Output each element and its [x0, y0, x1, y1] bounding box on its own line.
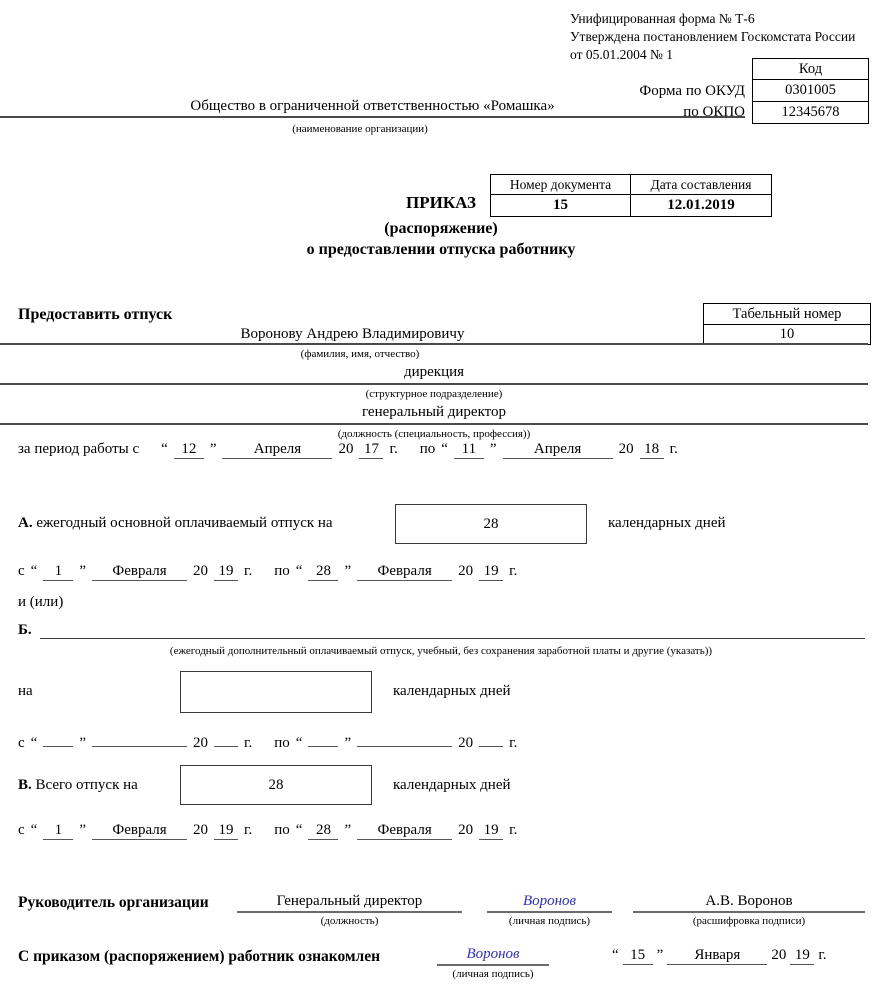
ack-signature-hint: (личная подпись) [452, 968, 534, 980]
employee-name-hint: (фамилия, имя, отчество) [300, 348, 420, 360]
s-label: с [18, 735, 25, 751]
position-hint: (должность (специальность, профессия)) [337, 428, 531, 440]
work-period-from-year: 17 [359, 441, 383, 459]
year-suffix: г. [818, 947, 827, 963]
grant-label: Предоставить отпуск [18, 306, 173, 323]
head-label: Руководитель организации [18, 894, 209, 911]
section-a-text [18, 515, 333, 532]
section-v-from-day: 1 [43, 822, 73, 840]
section-b-days-label: календарных дней [393, 683, 511, 699]
year-suffix: г. [244, 822, 253, 838]
year-prefix: 20 [193, 735, 209, 751]
year-suffix: г. [509, 822, 518, 838]
section-a-to-year: 19 [479, 563, 503, 581]
section-v-days-box [180, 765, 372, 805]
quote-close: ” [79, 735, 87, 751]
section-v-from-year: 19 [214, 822, 238, 840]
ack-date-day: 15 [623, 947, 653, 965]
s-label: с [18, 822, 25, 838]
section-b-days-box [180, 671, 372, 713]
quote-open: “ [30, 563, 38, 579]
head-signature-value: Воронов [487, 893, 612, 913]
quote-close: ” [344, 822, 352, 838]
year-suffix: г. [389, 441, 398, 457]
head-position-field [237, 893, 462, 927]
work-period-to-month: Апреля [503, 441, 613, 459]
head-position-value: Генеральный директор [237, 893, 462, 913]
section-v-to-year: 19 [479, 822, 503, 840]
quote-close: ” [79, 822, 87, 838]
quote-close: ” [344, 563, 352, 579]
work-period-label: за период работы с [18, 441, 140, 457]
ack-signature-value: Воронов [437, 946, 549, 966]
year-prefix: 20 [618, 441, 634, 457]
ack-label: С приказом (распоряжением) работник ознакомлен [18, 948, 381, 965]
section-b-to-day [308, 730, 338, 747]
ack-signature-field [437, 946, 549, 980]
ack-date-month: Января [667, 947, 767, 965]
s-label: с [18, 563, 25, 579]
po-label: по [274, 735, 290, 751]
section-b-from-month [92, 730, 187, 747]
head-name-hint: (расшифровка подписи) [692, 915, 806, 927]
section-v-description: Всего отпуск на [35, 777, 138, 793]
position-line [0, 423, 868, 425]
doc-date-header: Дата составления [631, 175, 772, 195]
year-prefix: 20 [458, 822, 474, 838]
section-b-dates-line [18, 730, 517, 752]
okud-value: 0301005 [753, 80, 869, 102]
section-v-to-day: 28 [308, 822, 338, 840]
section-v-days-value: 28 [268, 776, 284, 793]
year-suffix: г. [509, 563, 518, 579]
year-prefix: 20 [458, 735, 474, 751]
section-a-days-value: 28 [483, 515, 499, 532]
work-period-from-month: Апреля [222, 441, 332, 459]
code-header: Код [753, 59, 869, 80]
head-name-value: А.В. Воронов [633, 893, 865, 913]
and-or-label: и (или) [18, 594, 64, 610]
section-a-from-day: 1 [43, 563, 73, 581]
quote-close: ” [79, 563, 87, 579]
organization-name: Общество в ограниченной ответственностью «Ромашка» [0, 98, 745, 118]
quote-open: “ [30, 822, 38, 838]
form-info-block [570, 10, 855, 63]
order-subtitle: (распоряжение) [384, 220, 498, 237]
personnel-number-header: Табельный номер [704, 304, 871, 325]
employee-name-line [0, 343, 868, 345]
year-prefix: 20 [193, 563, 209, 579]
quote-close: ” [656, 947, 664, 963]
doc-number-value: 15 [491, 195, 631, 217]
doc-date-value: 12.01.2019 [631, 195, 772, 217]
quote-open: “ [161, 441, 168, 457]
quote-close: ” [344, 735, 352, 751]
order-subject: о предоставлении отпуска работнику [306, 241, 576, 258]
head-position-hint: (должность) [320, 915, 379, 927]
department-value: дирекция [403, 364, 465, 380]
po-label: по [419, 441, 436, 457]
quote-open: “ [441, 441, 448, 457]
section-b-hint: (ежегодный дополнительный оплачиваемый отпуск, учебный, без сохранения заработной платы и другие (указать)) [169, 645, 713, 657]
year-suffix: г. [669, 441, 678, 457]
form-info-line-1: Унифицированная форма № Т-6 [570, 11, 755, 26]
ack-date-line [612, 947, 827, 965]
code-table [752, 58, 869, 124]
section-v-to-month: Февраля [357, 822, 452, 840]
section-a-from-year: 19 [214, 563, 238, 581]
organization-name-hint: (наименование организации) [292, 123, 428, 135]
section-b-to-month [357, 730, 452, 747]
section-b-na-label: на [18, 683, 33, 699]
quote-open: “ [295, 563, 303, 579]
po-label: по [274, 563, 290, 579]
section-v-dates-line [18, 822, 517, 840]
head-signature-field [487, 893, 612, 927]
form-info-line-3: от 05.01.2004 № 1 [570, 46, 673, 62]
quote-open: “ [612, 947, 619, 963]
work-period-line [18, 441, 678, 459]
section-a-days-label: календарных дней [608, 515, 726, 531]
year-suffix: г. [244, 563, 253, 579]
section-v-days-label: календарных дней [393, 777, 511, 793]
okpo-value: 12345678 [753, 102, 869, 124]
quote-open: “ [295, 735, 303, 751]
year-prefix: 20 [193, 822, 209, 838]
head-signature-hint: (личная подпись) [508, 915, 591, 927]
section-a-description: ежегодный основной оплачиваемый отпуск на [36, 515, 333, 531]
year-suffix: г. [509, 735, 518, 751]
section-a-from-month: Февраля [92, 563, 187, 581]
year-prefix: 20 [458, 563, 474, 579]
head-name-field [633, 893, 865, 927]
year-suffix: г. [244, 735, 253, 751]
section-b-from-day [43, 730, 73, 747]
work-period-to-day: 11 [454, 441, 484, 459]
section-v-from-month: Февраля [92, 822, 187, 840]
section-b-value-line [40, 638, 865, 639]
position-value: генеральный директор [361, 404, 507, 420]
section-a-label: А. [18, 515, 33, 531]
section-a-dates-line [18, 563, 517, 581]
okud-label: Форма по ОКУД [639, 83, 745, 99]
section-v-label: В. [18, 777, 32, 793]
order-title: ПРИКАЗ [406, 193, 476, 212]
form-info-line-2: Утверждена постановлением Госкомстата России [570, 28, 856, 44]
section-v-text [18, 777, 138, 794]
personnel-number-table [703, 303, 871, 345]
section-b-from-year [214, 730, 238, 747]
po-label: по [274, 822, 290, 838]
ack-date-year: 19 [790, 947, 814, 965]
quote-close: ” [489, 441, 497, 457]
year-prefix: 20 [771, 947, 787, 963]
quote-close: ” [209, 441, 217, 457]
personnel-number-value: 10 [704, 325, 871, 345]
quote-open: “ [30, 735, 38, 751]
employee-name: Воронову Андрею Владимировичу [240, 326, 465, 342]
year-prefix: 20 [338, 441, 354, 457]
okpo-label: по ОКПО [683, 104, 745, 120]
department-line [0, 383, 868, 385]
section-b-label: Б. [18, 622, 32, 638]
work-period-from-day: 12 [174, 441, 204, 459]
section-a-to-day: 28 [308, 563, 338, 581]
quote-open: “ [295, 822, 303, 838]
section-b-to-year [479, 730, 503, 747]
section-a-days-box [395, 504, 587, 544]
section-a-to-month: Февраля [357, 563, 452, 581]
work-period-to-year: 18 [640, 441, 664, 459]
doc-number-header: Номер документа [491, 175, 631, 195]
department-hint: (структурное подразделение) [365, 388, 503, 400]
